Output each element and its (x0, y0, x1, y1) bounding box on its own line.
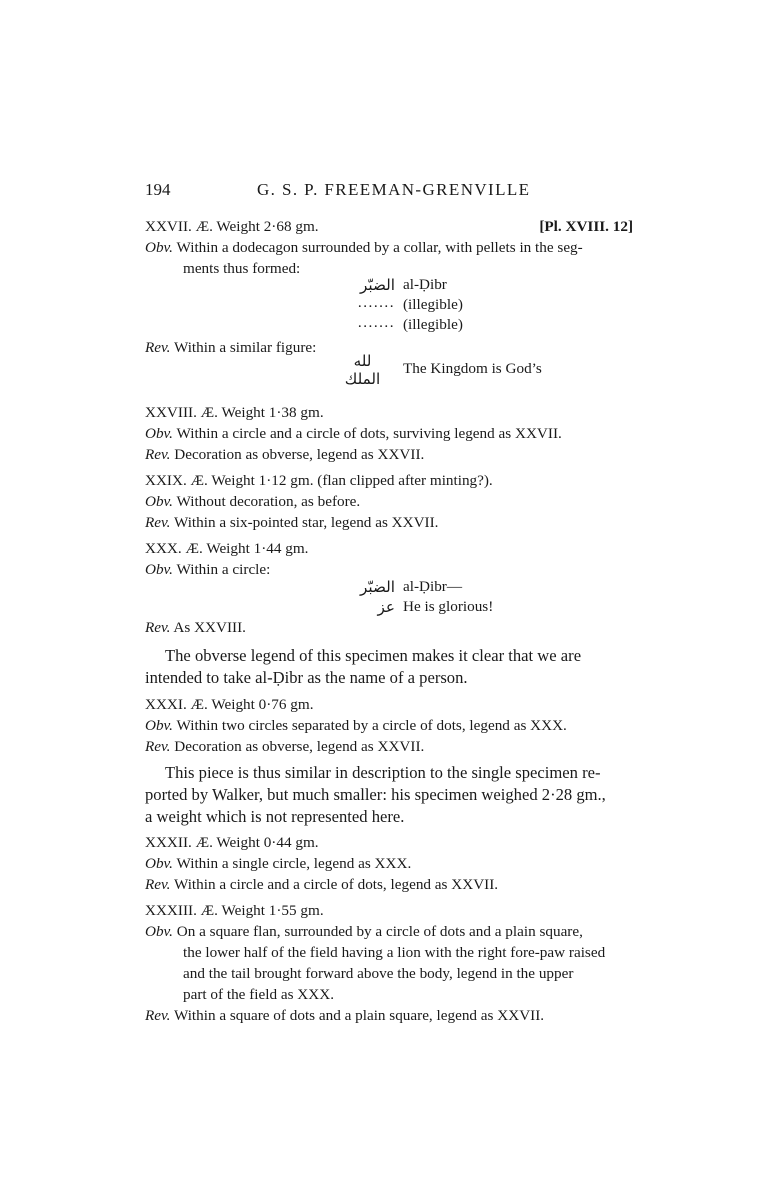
plate-reference: [Pl. XVIII. 12] (539, 218, 633, 235)
obverse-text-cont: the lower half of the field having a lion with the right fore-paw raised (183, 944, 606, 961)
xxx-arabic-1: الضبّر (360, 578, 395, 596)
entry-xxxii (145, 832, 633, 895)
obverse-label: Obv. (145, 855, 173, 872)
xxx-translit-1: al-Ḍibr— (403, 578, 463, 595)
entry-title: XXXI. Æ. Weight 0·76 gm. (145, 696, 314, 713)
reverse-label: Rev. (145, 738, 171, 755)
paragraph-line: intended to take al-Ḍibr as the name of a person. (145, 668, 468, 687)
reverse-text: Within a square of dots and a plain square, legend as XXVII. (173, 1007, 545, 1024)
obverse-label: Obv. (145, 493, 173, 510)
legend-arabic-1: الضبّر (360, 276, 395, 294)
obverse-text: Without decoration, as before. (176, 493, 361, 510)
reverse-label: Rev. (145, 514, 171, 531)
paragraph-line: ported by Walker, but much smaller: his specimen weighed 2·28 gm., (145, 785, 606, 804)
entry-xxx (145, 538, 633, 580)
reverse-label: Rev. (145, 1007, 171, 1024)
reverse-text: Within a six-pointed star, legend as XXVII. (173, 514, 439, 531)
reverse-text: Within a similar figure: (173, 339, 317, 356)
obverse-text: Within a circle and a circle of dots, surviving legend as XXVII. (176, 425, 562, 442)
obverse-text: Within a circle: (176, 561, 271, 578)
paragraph-line: This piece is thus similar in description to the single specimen re- (165, 763, 601, 782)
obverse-label: Obv. (145, 425, 173, 442)
reverse-text: As XXVIII. (173, 619, 246, 636)
obverse-text: Within a single circle, legend as XXX. (176, 855, 412, 872)
obverse-label: Obv. (145, 923, 173, 940)
paragraph-line: The obverse legend of this specimen makes it clear that we are (165, 646, 582, 665)
entry-title: XXXII. Æ. Weight 0·44 gm. (145, 834, 319, 851)
obverse-text: On a square flan, surrounded by a circle of dots and a plain square, (176, 923, 583, 940)
obverse-label: Obv. (145, 561, 173, 578)
reverse-xxx (145, 617, 633, 638)
reverse-text: Within a circle and a circle of dots, legend as XXVII. (173, 876, 499, 893)
obverse-text-cont: and the tail brought forward above the body, legend in the upper (183, 965, 574, 982)
rev-arabic-1: لله (353, 352, 372, 370)
reverse-label: Rev. (145, 619, 171, 636)
legend-translit-3: (illegible) (403, 316, 463, 333)
xxx-arabic-2: عز (377, 598, 395, 616)
xxx-translit-2: He is glorious! (403, 598, 494, 615)
legend-dots-2: ....... (357, 294, 395, 311)
legend-dots-3: ....... (357, 314, 395, 331)
reverse-label: Rev. (145, 339, 171, 356)
reverse-text: Decoration as obverse, legend as XXVII. (174, 446, 425, 463)
entry-xxxiii (145, 900, 633, 1026)
rev-translation: The Kingdom is God’s (403, 360, 542, 377)
entry-title: XXVIII. Æ. Weight 1·38 gm. (145, 404, 324, 421)
entry-xxviii (145, 402, 633, 465)
paragraph-1 (145, 645, 633, 689)
obverse-text: Within a dodecagon surrounded by a collar, with pellets in the seg- (176, 239, 583, 256)
paragraph-line: a weight which is not represented here. (145, 807, 405, 826)
obverse-text: Within two circles separated by a circle of dots, legend as XXX. (176, 717, 567, 734)
reverse-text: Decoration as obverse, legend as XXVII. (174, 738, 425, 755)
entry-title: XXVII. Æ. Weight 2·68 gm. (145, 218, 319, 235)
reverse-label: Rev. (145, 876, 171, 893)
entry-title: XXIX. Æ. Weight 1·12 gm. (flan clipped after minting?). (145, 472, 493, 489)
page-number: 194 (145, 180, 171, 199)
reverse-label: Rev. (145, 446, 171, 463)
author-name: G. S. P. FREEMAN-GRENVILLE (257, 180, 531, 199)
entry-title: XXXIII. Æ. Weight 1·55 gm. (145, 902, 324, 919)
legend-translit-1: al-Ḍibr (403, 276, 447, 293)
entry-title: XXX. Æ. Weight 1·44 gm. (145, 540, 309, 557)
obverse-label: Obv. (145, 717, 173, 734)
entry-xxix (145, 470, 633, 533)
paragraph-2 (145, 762, 633, 828)
obverse-text-cont: part of the field as XXX. (183, 986, 334, 1003)
entry-xxxi (145, 694, 633, 757)
legend-translit-2: (illegible) (403, 296, 463, 313)
obverse-label: Obv. (145, 239, 173, 256)
entry-xxvii (145, 216, 633, 279)
rev-arabic-2: الملك (344, 370, 381, 388)
obverse-text-cont: ments thus formed: (183, 260, 301, 277)
